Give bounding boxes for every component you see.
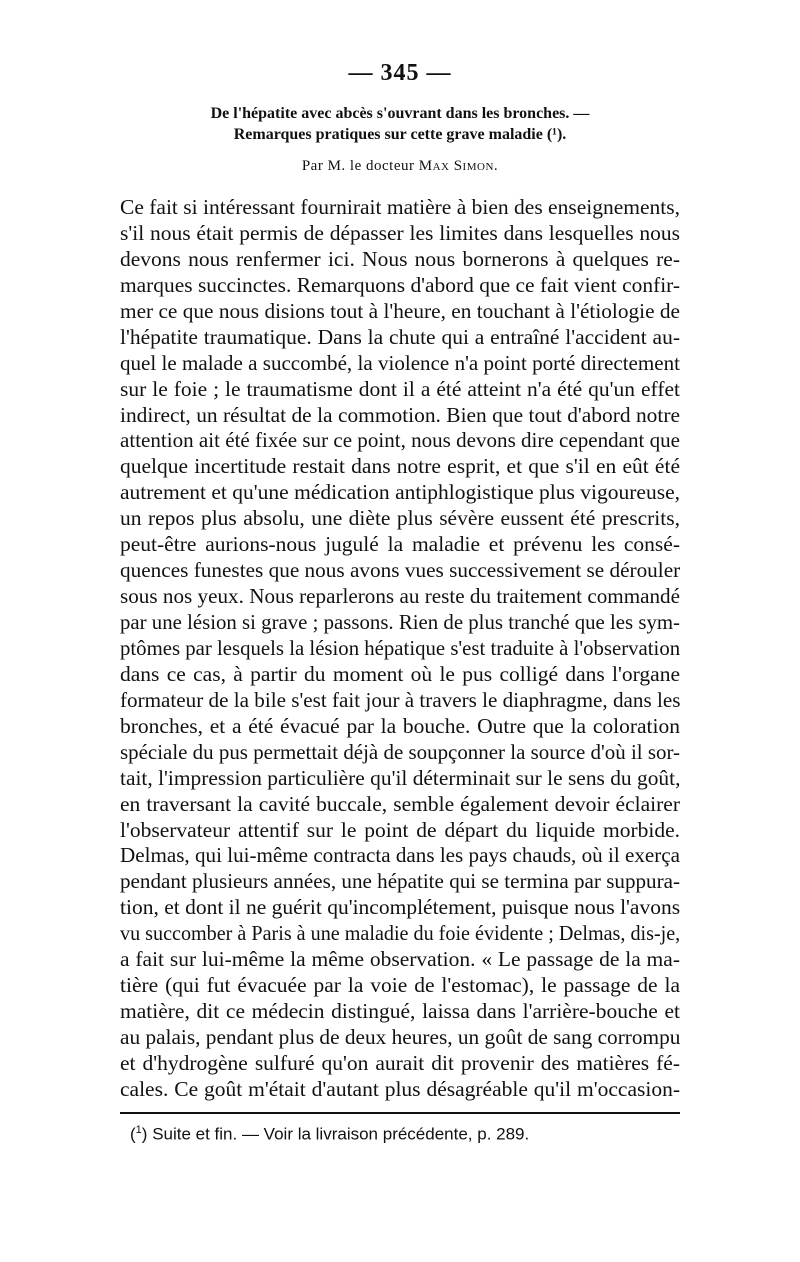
- body-line: spéciale du pus permettait déjà de soupçonner la source d'où il sor-: [120, 739, 680, 764]
- body-line: et d'hydrogène sulfuré qu'on aurait dit provenir des matières fé-: [120, 1050, 680, 1075]
- body-line: par une lésion si grave ; passons. Rien de plus tranché que les sym-: [120, 610, 680, 634]
- body-line: vu succomber à Paris à une maladie du foie évidente ; Delmas, dis-je,: [120, 921, 681, 946]
- body-line: tière (qui fut évacuée par la voie de l'estomac), le passage de la: [120, 973, 680, 998]
- body-line: s'il nous était permis de dépasser les limites dans lesquelles nous: [120, 220, 680, 245]
- footnote: ($^1$) Suite et fin. — Voir la livraison précédente, p. 289.: [130, 1124, 530, 1144]
- article-title: [110, 103, 690, 145]
- body-line: au palais, pendant plus de deux heures, un goût de sang corrompu: [120, 1025, 681, 1049]
- byline-prefix: Par M. le docteur: [301, 158, 415, 174]
- body-line: sur le foie ; le traumatisme dont il a été atteint n'a été qu'un effet: [120, 376, 680, 401]
- article-title-line-2: Remarques pratiques sur cette grave maladie (¹).: [233, 126, 567, 143]
- body-line: attention ait été fixée sur ce point, nous devons dire cependant que: [120, 428, 680, 453]
- body-line: un repos plus absolu, une diète plus sévère eussent été prescrits,: [120, 506, 680, 531]
- footnote-marker: 1: [135, 1124, 142, 1136]
- body-line: cales. Ce goût m'était d'autant plus désagréable qu'il m'occasion-: [120, 1076, 680, 1101]
- body-line: Ce fait si intéressant fournirait matière à bien des enseignements,: [120, 195, 681, 219]
- page-number: — 345 —: [348, 60, 452, 86]
- body-line: bronches, et a été évacué par la bouche. Outre que la coloration: [120, 713, 680, 738]
- body-line: indirect, un résultat de la commotion. Bien que tout d'abord notre: [120, 402, 680, 427]
- body-line: en traversant la cavité buccale, semble également devoir éclairer: [120, 791, 680, 816]
- body-line: l'hépatite traumatique. Dans la chute qui a entraîné l'accident au-: [120, 324, 680, 349]
- byline: [0, 158, 800, 175]
- body-line: formateur de la bile s'est fait jour à travers le diaphragme, dans les: [120, 687, 681, 712]
- body-line: peut-être aurions-nous jugulé la maladie et prévenu les consé-: [120, 532, 680, 557]
- body-line: autrement et qu'une médication antiphlogistique plus vigoureuse,: [120, 480, 680, 505]
- body-line: Delmas, qui lui-même contracta dans les pays chauds, où il exerça: [120, 843, 680, 868]
- body-line: mer ce que nous disions tout à l'heure, en touchant à l'étiologie de: [120, 298, 680, 323]
- author-name: Max Simon.: [418, 158, 499, 174]
- body-line: pendant plusieurs années, une hépatite qui se termina par suppura-: [120, 869, 680, 894]
- body-line: quel le malade a succombé, la violence n'a point porté directement: [120, 350, 680, 375]
- body-line: l'observateur attentif sur le point de départ du liquide morbide.: [120, 817, 680, 842]
- body-line: tion, et dont il ne guérit qu'incomplétement, puisque nous l'avons: [120, 895, 681, 920]
- body-line: a fait sur lui-même la même observation. « Le passage de la ma-: [120, 947, 680, 972]
- body-line: devons nous renfermer ici. Nous nous bornerons à quelques re-: [120, 246, 680, 271]
- body-line: quences funestes que nous avons vues successivement se dérouler: [120, 558, 681, 583]
- body-line: tait, l'impression particulière qu'il déterminait sur le sens du goût,: [120, 765, 681, 790]
- footnote-divider: [120, 1112, 680, 1114]
- footnote-text: Suite et fin. — Voir la livraison précédente, p. 289.: [152, 1124, 530, 1144]
- body-line: quelque incertitude restait dans notre esprit, et que s'il en eût été: [120, 454, 680, 479]
- body-line: dans ce cas, à partir du moment où le pus colligé dans l'organe: [120, 661, 680, 686]
- body-line: sous nos yeux. Nous reparlerons au reste du traitement commandé: [120, 584, 680, 609]
- body-text: [120, 195, 680, 1103]
- article-title-line-1: De l'hépatite avec abcès s'ouvrant dans les bronches. —: [210, 105, 590, 122]
- body-line: marques succinctes. Remarquons d'abord que ce fait vient confir-: [120, 272, 680, 297]
- body-line: ptômes par lesquels la lésion hépatique s'est traduite à l'observation: [120, 635, 681, 660]
- body-line: matière, dit ce médecin distingué, laissa dans l'arrière-bouche et: [120, 999, 680, 1024]
